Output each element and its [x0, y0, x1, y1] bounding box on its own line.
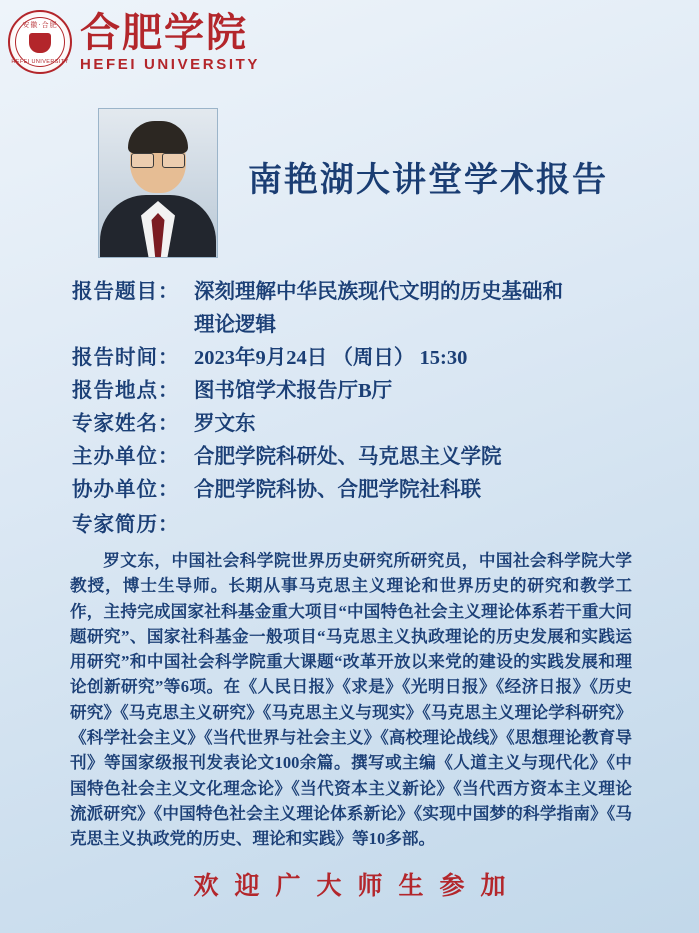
university-name-cn: 合肥学院 — [80, 9, 248, 55]
info-row-organizer — [72, 441, 638, 474]
page-title: 南艳湖大讲堂学术报告 — [248, 162, 608, 199]
info-row-location — [72, 375, 638, 408]
info-row-topic — [72, 276, 638, 342]
seal-emblem-shape — [29, 33, 51, 53]
info-label-time: 报告时间： — [72, 347, 180, 369]
info-value-topic-line1: 深刻理解中华民族现代文明的历史基础和 — [194, 281, 563, 303]
university-logo — [80, 9, 260, 73]
speaker-biography: 罗文东，中国社会科学院世界历史研究所研究员，中国社会科学院大学教授，博士生导师。长期从事马克思主义理论和世界历史的研究和教学工作，主持完成国家社科基金重大项目“中国特色社会主义理论体系若干重大问题研究”、国家社科基金一般项目“马克思主义执政理论的历史发展和实践运用研究”和中国社会科学院重大课题“改革开放以来党的建设的实践发展和理论创新研究”等6项。在《人民日报》《求是》《光明日报》《经济日报》《历史研究》《马克思主义研究》《马克思主义与现实》《马克思主义理论学科研究》《科学社会主义》《当代世界与社会主义》《高校理论战线》《思想理论教育导刊》等国家级报刊发表论文100余篇。撰写或主编《人道主义与现代化》《中国特色社会主义文化理念论》《当代资本主义新论》《当代西方资本主义理论流派研究》《中国特色社会主义理论体系新论》《实现中国梦的科学指南》《马克思主义执政党的历史、理论和实践》等10多部。 — [70, 551, 632, 849]
info-value-speaker: 罗文东 — [194, 413, 256, 435]
info-value-coorganizer: 合肥学院科协、合肥学院社科联 — [194, 479, 481, 501]
info-value-time: 2023年9月24日 （周日） 15:30 — [194, 347, 468, 369]
welcome-footer: 欢迎广大师生参加 — [193, 873, 522, 900]
info-row-speaker — [72, 408, 638, 441]
info-value-location: 图书馆学术报告厅B厅 — [194, 380, 393, 402]
info-value-organizer: 合肥学院科研处、马克思主义学院 — [194, 446, 502, 468]
info-label-speaker: 专家姓名： — [72, 413, 180, 435]
university-header — [8, 10, 260, 74]
info-row-coorganizer — [72, 474, 638, 507]
lecture-info-list — [72, 276, 638, 542]
info-label-location: 报告地点： — [72, 380, 180, 402]
info-label-biography: 专家简历： — [72, 514, 180, 536]
info-value-topic-line2: 理论逻辑 — [194, 314, 276, 336]
university-seal-icon — [8, 10, 72, 74]
info-value-topic — [194, 276, 638, 342]
speaker-portrait — [98, 108, 218, 258]
info-label-coorganizer: 协办单位： — [72, 479, 180, 501]
seal-top-text: 安徽·合肥 — [22, 21, 58, 29]
info-row-time — [72, 342, 638, 375]
university-name-en: HEFEI UNIVERSITY — [80, 55, 260, 73]
portrait-glasses-icon — [130, 153, 186, 167]
info-label-organizer: 主办单位： — [72, 446, 180, 468]
seal-bottom-text: HEFEI UNIVERSITY — [11, 59, 69, 65]
info-label-topic: 报告题目： — [72, 281, 180, 303]
